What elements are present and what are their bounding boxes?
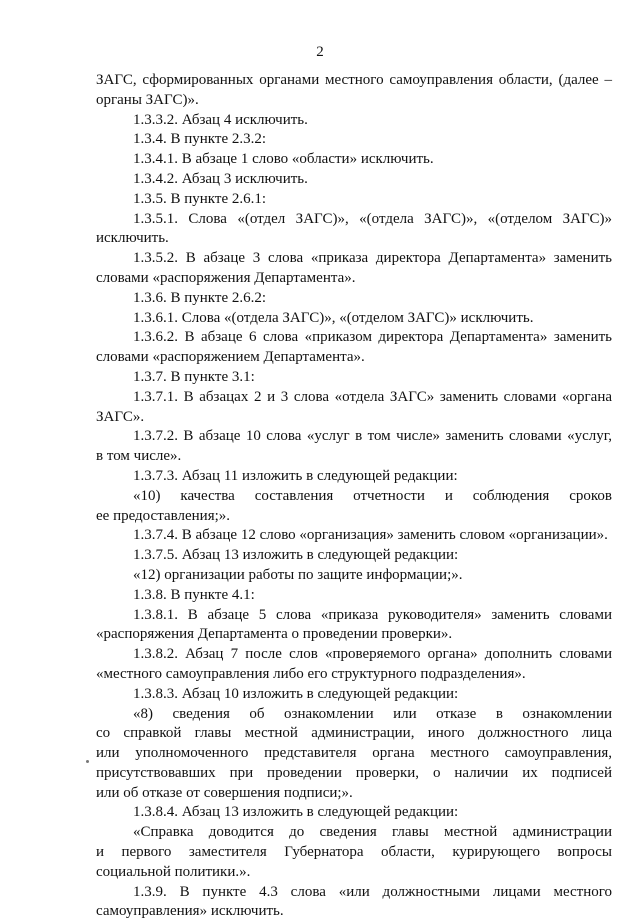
text-line: «местного самоуправления либо его структурного подразделения». [96, 665, 526, 682]
text-line: 1.3.5. В пункте 2.6.1: [133, 190, 267, 207]
text-line: 1.3.6. В пункте 2.6.2: [133, 289, 267, 306]
text-line: «распоряжения Департамента о проведении проверки». [96, 626, 453, 643]
text-line: «10) качества составления отчетности и соблюдения сроков [133, 487, 612, 504]
text-line: 1.3.4.2. Абзац 3 исключить. [133, 170, 308, 187]
document-body [96, 71, 612, 922]
text-line: самоуправления» исключить. [96, 903, 284, 920]
text-line: ЗАГС, сформированных органами местного самоуправления области, (далее – [96, 72, 612, 88]
text-line: 1.3.8.4. Абзац 13 изложить в следующей редакции: [133, 804, 459, 821]
text-line: 1.3.7.3. Абзац 11 изложить в следующей редакции: [133, 467, 458, 484]
text-line: органы ЗАГС)». [96, 91, 199, 108]
text-line: 1.3.6.1. Слова «(отдела ЗАГС)», «(отделом ЗАГС)» исключить. [133, 309, 534, 326]
text-line: 1.3.8.3. Абзац 10 изложить в следующей редакции: [133, 685, 459, 702]
text-line: 1.3.5.1. Слова «(отдел ЗАГС)», «(отдела ЗАГС)», «(отделом ЗАГС)» [133, 210, 612, 227]
text-line: 1.3.8.2. Абзац 7 после слов «проверяемого органа» дополнить словами [133, 646, 612, 663]
scan-speck [86, 760, 89, 763]
text-line: 1.3.4.1. В абзаце 1 слово «области» исключить. [133, 151, 434, 168]
text-line: 1.3.6.2. В абзаце 6 слова «приказом директора Департамента» заменить [133, 329, 612, 346]
text-line: словами «распоряжения Департамента». [96, 269, 356, 286]
text-line: 1.3.5.2. В абзаце 3 слова «приказа директора Департамента» заменить [133, 250, 612, 267]
text-line: 1.3.7.5. Абзац 13 изложить в следующей редакции: [133, 547, 459, 564]
page-number: 2 [316, 44, 324, 60]
text-line: 1.3.7.1. В абзацах 2 и 3 слова «отдела ЗАГС» заменить словами «органа [133, 388, 612, 405]
text-line: присутствовавших при проведении проверки, о наличии их подписей [96, 764, 612, 781]
text-line: 1.3.4. В пункте 2.3.2: [133, 131, 267, 148]
text-line: «Справка доводится до сведения главы местной администрации [133, 824, 612, 841]
text-line: 1.3.7.2. В абзаце 10 слова «услуг в том числе» заменить словами «услуг, [133, 428, 612, 445]
text-line: социальной политики.». [96, 863, 251, 880]
text-line: 1.3.8. В пункте 4.1: [133, 586, 255, 603]
text-line: «12) организации работы по защите информации;». [133, 566, 463, 583]
text-line: ЗАГС». [96, 408, 145, 425]
text-line: и первого заместителя Губернатора области, курирующего вопросы [96, 844, 612, 861]
text-line: 1.3.3.2. Абзац 4 исключить. [133, 111, 308, 128]
text-line: «8) сведения об ознакомлении или отказе в ознакомлении [133, 705, 612, 722]
text-line: 1.3.7.4. В абзаце 12 слово «организация» заменить словом «организации». [133, 527, 608, 544]
text-line: 1.3.8.1. В абзаце 5 слова «приказа руководителя» заменить словами [133, 606, 612, 623]
text-line: со справкой главы местной администрации, иного должностного лица [96, 725, 612, 742]
text-line: 1.3.9. В пункте 4.3 слова «или должностными лицами местного [133, 883, 612, 900]
text-line: или об отказе от совершения подписи;». [96, 784, 353, 801]
text-line: или уполномоченного представителя органа местного самоуправления, [96, 745, 612, 762]
text-line: ее предоставления;». [96, 507, 231, 524]
text-line: в том числе». [96, 448, 182, 465]
text-line: словами «распоряжением Департамента». [96, 349, 365, 366]
text-line: исключить. [96, 230, 169, 247]
text-line: 1.3.7. В пункте 3.1: [133, 368, 255, 385]
